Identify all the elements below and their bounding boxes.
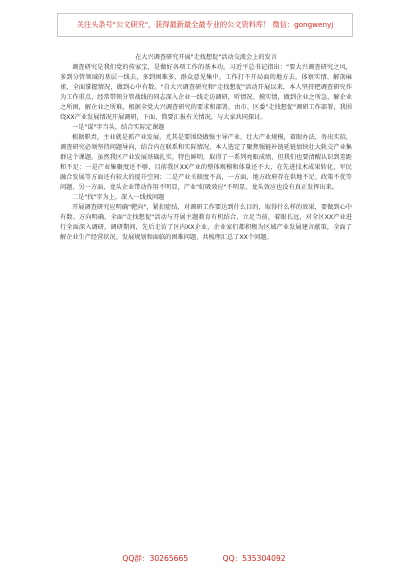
contact-footer xyxy=(0,553,408,565)
qq-group-text: QQ群：30265665 xyxy=(122,554,189,563)
document-title: 在大兴调查研究开展"走找想促"活动交流会上的发言 xyxy=(135,54,277,61)
section-paragraph: 根据职责，主业就是抓产业发展，尤其是要围绕做强主导产业，壮大产业规模，着眼办法，务出实招，调查研究必须坚持问题导向，结合内在联系和实际情况，本人选定了聚焦强链补链延链加快壮大轨交产业集群这个课题。虽然我区产业发展基础扎实，特色鲜明，取得了一系列亮眼成绩，但我们也要清醒认识到差距和不足：一是产业集聚度还不够，目前我区XX产业的整体规模和体量还不大，在先进技术成果转化、军民融合发展等方面还有较大的提升空间；二是产业关联度不高，一方面，地方政府存在供地不足、政策不优等问题，另一方面，龙头企业带动作用不明显，产业"虹吸效应"不明显，龙头效应也没有真正发挥出来。 xyxy=(60,134,352,191)
qq-text: QQ：535304092 xyxy=(222,554,286,563)
section-heading: 一是"谋"字当头，结合实际定课题 xyxy=(72,124,165,131)
document-body xyxy=(60,53,352,243)
promo-banner: 关注头条号"公文研究"，获得最新最全最专业的公文资料库！ 微信：gongwenyj xyxy=(57,13,353,37)
section-paragraph: 开展调查研究应明确"靶向"，紧扣症结，对调研工作要达到什么目的，取得什么样的效果，要做到心中有数。方向明确，全面"走找想促"活动与开展主题教育有机结合，立足当前，着眼长远，对全区XX产业进行全面深入调研，调研期间，先后走访了区内XX企业，企业家们都积极为区域产业发展建言献策，全面了解企业生产经营状况、发展规划和面临的困难问题，共梳理汇总了XX个问题。 xyxy=(60,204,352,241)
intro-paragraph: 调查研究是我们党的传家宝，是做好各项工作的基本功。习近平总书记指出："要大兴调查研究之风，多到分管领域的基层一线去，多到困难多、群众意见集中、工作打不开局面的地方去，体察实情、解剖麻雀，全面掌握情况，做到心中有数。"自大兴调查研究和"走找想促"活动开展以来，本人坚持把调查研究作为工作重点，经常带领分管战线的同志深入企业一线走访调研，听情况、摸实情，做到企业之所急，解企业之所困，解企业之所难，根据全党大兴调查研究的要求和部署，由市、区委"走找想促"调研工作部署，我围绕XX产业发展情况开展调研，下面，简要汇报有关情况，与大家共同探讨。 xyxy=(60,64,352,121)
section-heading: 二是"找"字为上，深入一线找问题 xyxy=(72,194,165,201)
